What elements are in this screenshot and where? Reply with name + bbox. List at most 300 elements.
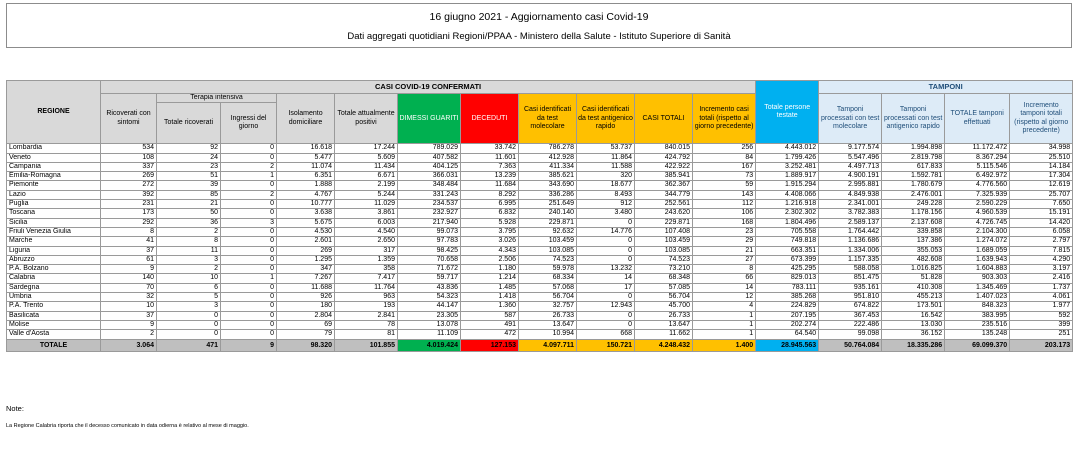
table-cell: 6.671 bbox=[335, 172, 398, 181]
table-cell: 168 bbox=[693, 218, 756, 227]
header-totale-positivi: Totale attualmente positivi bbox=[335, 94, 398, 144]
table-cell: 57.085 bbox=[635, 283, 693, 292]
table-cell: 4.960.539 bbox=[945, 209, 1010, 218]
table-cell: 5.477 bbox=[277, 153, 335, 162]
table-cell: 0 bbox=[221, 144, 277, 153]
table-cell: 25.510 bbox=[1010, 153, 1073, 162]
table-cell: 11.688 bbox=[277, 283, 335, 292]
region-name: Molise bbox=[7, 320, 101, 329]
table-cell: 2.416 bbox=[1010, 274, 1073, 283]
table-cell: 29 bbox=[693, 237, 756, 246]
table-cell: 12.943 bbox=[577, 302, 635, 311]
table-cell: 59 bbox=[693, 181, 756, 190]
totals-cell: 471 bbox=[157, 339, 221, 351]
note-text: La Regione Calabria riporta che il decesso comunicato in data odierna è relativo al mese di maggio. bbox=[6, 423, 249, 429]
table-cell: 23 bbox=[693, 227, 756, 236]
table-cell: 2 bbox=[101, 330, 157, 339]
table-cell: 6 bbox=[157, 283, 221, 292]
table-cell: 1 bbox=[693, 311, 756, 320]
table-cell: 705.558 bbox=[756, 227, 819, 236]
note-label: Note: bbox=[6, 404, 24, 413]
table-cell: 79 bbox=[277, 330, 335, 339]
table-cell: 2 bbox=[157, 227, 221, 236]
table-cell: 4.767 bbox=[277, 190, 335, 199]
table-cell: 51 bbox=[157, 172, 221, 181]
table-cell: 85 bbox=[157, 190, 221, 199]
table-cell: 789.029 bbox=[398, 144, 461, 153]
table-cell: 2 bbox=[157, 265, 221, 274]
table-cell: 482.608 bbox=[882, 255, 945, 264]
table-cell: 2.995.881 bbox=[819, 181, 882, 190]
table-cell: 8.292 bbox=[461, 190, 519, 199]
table-cell: 44.147 bbox=[398, 302, 461, 311]
table-cell: 410.308 bbox=[882, 283, 945, 292]
table-cell: 8 bbox=[101, 227, 157, 236]
table-row bbox=[7, 293, 1073, 302]
region-name: Toscana bbox=[7, 209, 101, 218]
table-cell: 6.058 bbox=[1010, 227, 1073, 236]
table-cell: 224.829 bbox=[756, 302, 819, 311]
totals-cell: 3.064 bbox=[101, 339, 157, 351]
table-cell: 0 bbox=[221, 293, 277, 302]
table-cell: 10.994 bbox=[519, 330, 577, 339]
table-cell: 3.026 bbox=[461, 237, 519, 246]
table-cell: 4.900.191 bbox=[819, 172, 882, 181]
table-cell: 10.777 bbox=[277, 200, 335, 209]
table-cell: 14.776 bbox=[577, 227, 635, 236]
table-cell: 11.764 bbox=[335, 283, 398, 292]
table-cell: 347 bbox=[277, 265, 335, 274]
table-cell: 23 bbox=[157, 162, 221, 171]
table-row bbox=[7, 181, 1073, 190]
table-cell: 107.408 bbox=[635, 227, 693, 236]
table-cell: 7.650 bbox=[1010, 200, 1073, 209]
table-cell: 13.647 bbox=[635, 320, 693, 329]
table-cell: 588.058 bbox=[819, 265, 882, 274]
table-cell: 21 bbox=[693, 246, 756, 255]
table-cell: 2.650 bbox=[335, 237, 398, 246]
header-persone-testate: Totale persone testate bbox=[756, 81, 819, 144]
totals-cell: 1.400 bbox=[693, 339, 756, 351]
table-cell: 0 bbox=[577, 293, 635, 302]
table-cell: 1.994.898 bbox=[882, 144, 945, 153]
table-cell: 0 bbox=[221, 302, 277, 311]
table-cell: 2.804 bbox=[277, 311, 335, 320]
table-cell: 222.486 bbox=[819, 320, 882, 329]
table-cell: 2.590.229 bbox=[945, 200, 1010, 209]
table-cell: 32 bbox=[101, 293, 157, 302]
table-cell: 71.672 bbox=[398, 265, 461, 274]
table-cell: 3.252.481 bbox=[756, 162, 819, 171]
table-cell: 232.927 bbox=[398, 209, 461, 218]
table-cell: 2.819.798 bbox=[882, 153, 945, 162]
table-cell: 963 bbox=[335, 293, 398, 302]
table-cell: 4.497.713 bbox=[819, 162, 882, 171]
table-cell: 11.684 bbox=[461, 181, 519, 190]
table-cell: 11.434 bbox=[335, 162, 398, 171]
table-cell: 5.244 bbox=[335, 190, 398, 199]
table-row bbox=[7, 255, 1073, 264]
table-cell: 272 bbox=[101, 181, 157, 190]
table-cell: 249.228 bbox=[882, 200, 945, 209]
table-cell: 251 bbox=[1010, 330, 1073, 339]
table-cell: 3.861 bbox=[335, 209, 398, 218]
table-cell: 4 bbox=[693, 302, 756, 311]
table-cell: 1.345.469 bbox=[945, 283, 1010, 292]
header-dimessi: DIMESSI GUARITI bbox=[398, 94, 461, 144]
table-cell: 4.443.012 bbox=[756, 144, 819, 153]
table-cell: 367.453 bbox=[819, 311, 882, 320]
table-cell: 17.304 bbox=[1010, 172, 1073, 181]
region-name: Friuli Venezia Giulia bbox=[7, 227, 101, 236]
table-cell: 14.184 bbox=[1010, 162, 1073, 171]
header-ti-totale: Totale ricoverati bbox=[157, 103, 221, 144]
totals-cell: 127.153 bbox=[461, 339, 519, 351]
table-cell: 135.248 bbox=[945, 330, 1010, 339]
table-cell: 11 bbox=[157, 246, 221, 255]
table-cell: 399 bbox=[1010, 320, 1073, 329]
table-row bbox=[7, 190, 1073, 199]
table-cell: 829.013 bbox=[756, 274, 819, 283]
header-ricoverati: Ricoverati con sintomi bbox=[101, 94, 157, 144]
table-cell: 12.619 bbox=[1010, 181, 1073, 190]
table-cell: 4.343 bbox=[461, 246, 519, 255]
table-cell: 358 bbox=[335, 265, 398, 274]
table-cell: 7.325.939 bbox=[945, 190, 1010, 199]
table-cell: 8 bbox=[693, 265, 756, 274]
table-cell: 2 bbox=[221, 190, 277, 199]
table-cell: 392 bbox=[101, 190, 157, 199]
table-cell: 17 bbox=[577, 283, 635, 292]
table-cell: 0 bbox=[577, 218, 635, 227]
table-cell: 385.941 bbox=[635, 172, 693, 181]
table-cell: 4.290 bbox=[1010, 255, 1073, 264]
table-cell: 15.191 bbox=[1010, 209, 1073, 218]
totals-cell: 28.945.563 bbox=[756, 339, 819, 351]
table-cell: 1.274.072 bbox=[945, 237, 1010, 246]
region-name: Sardegna bbox=[7, 283, 101, 292]
region-name: Lazio bbox=[7, 190, 101, 199]
table-cell: 3 bbox=[221, 218, 277, 227]
table-cell: 98.425 bbox=[398, 246, 461, 255]
table-cell: 344.779 bbox=[635, 190, 693, 199]
table-row bbox=[7, 218, 1073, 227]
table-cell: 668 bbox=[577, 330, 635, 339]
table-cell: 385.268 bbox=[756, 293, 819, 302]
table-cell: 0 bbox=[157, 311, 221, 320]
table-cell: 320 bbox=[577, 172, 635, 181]
table-cell: 0 bbox=[221, 320, 277, 329]
table-cell: 1.016.825 bbox=[882, 265, 945, 274]
header-casi-antigenico: Casi identificati da test antigenico rapido bbox=[577, 94, 635, 144]
table-cell: 317 bbox=[335, 246, 398, 255]
table-cell: 13.030 bbox=[882, 320, 945, 329]
table-cell: 13.232 bbox=[577, 265, 635, 274]
table-cell: 68.348 bbox=[635, 274, 693, 283]
table-row bbox=[7, 330, 1073, 339]
table-cell: 2.341.001 bbox=[819, 200, 882, 209]
table-cell: 1 bbox=[693, 330, 756, 339]
table-cell: 34.998 bbox=[1010, 144, 1073, 153]
table-cell: 1.804.496 bbox=[756, 218, 819, 227]
table-cell: 1 bbox=[693, 320, 756, 329]
table-cell: 37 bbox=[101, 311, 157, 320]
table-cell: 217.940 bbox=[398, 218, 461, 227]
table-cell: 1.157.335 bbox=[819, 255, 882, 264]
header-deceduti: DECEDUTI bbox=[461, 94, 519, 144]
header-ti-ingressi: Ingressi del giorno bbox=[221, 103, 277, 144]
table-cell: 3.638 bbox=[277, 209, 335, 218]
table-cell: 251.649 bbox=[519, 200, 577, 209]
totals-label: TOTALE bbox=[7, 339, 101, 351]
table-cell: 43.836 bbox=[398, 283, 461, 292]
table-row bbox=[7, 283, 1073, 292]
region-name: Piemonte bbox=[7, 181, 101, 190]
table-cell: 6.492.972 bbox=[945, 172, 1010, 181]
table-cell: 1.915.294 bbox=[756, 181, 819, 190]
table-cell: 472 bbox=[461, 330, 519, 339]
table-cell: 0 bbox=[577, 311, 635, 320]
table-cell: 3.197 bbox=[1010, 265, 1073, 274]
table-cell: 14.420 bbox=[1010, 218, 1073, 227]
table-cell: 13.647 bbox=[519, 320, 577, 329]
table-cell: 66 bbox=[693, 274, 756, 283]
table-cell: 7.815 bbox=[1010, 246, 1073, 255]
table-cell: 4.530 bbox=[277, 227, 335, 236]
table-cell: 240.140 bbox=[519, 209, 577, 218]
table-cell: 337 bbox=[101, 162, 157, 171]
table-cell: 355.053 bbox=[882, 246, 945, 255]
table-cell: 935.161 bbox=[819, 283, 882, 292]
region-name: Umbria bbox=[7, 293, 101, 302]
table-cell: 1.889.917 bbox=[756, 172, 819, 181]
table-cell: 1.216.918 bbox=[756, 200, 819, 209]
table-cell: 0 bbox=[221, 209, 277, 218]
table-cell: 11.109 bbox=[398, 330, 461, 339]
table-cell: 11.588 bbox=[577, 162, 635, 171]
table-cell: 1 bbox=[221, 172, 277, 181]
table-cell: 2.137.608 bbox=[882, 218, 945, 227]
table-cell: 73.210 bbox=[635, 265, 693, 274]
table-cell: 57.068 bbox=[519, 283, 577, 292]
table-cell: 5 bbox=[157, 293, 221, 302]
table-cell: 2.302.302 bbox=[756, 209, 819, 218]
table-cell: 1.888 bbox=[277, 181, 335, 190]
covid-data-table bbox=[6, 80, 1073, 352]
table-cell: 366.031 bbox=[398, 172, 461, 181]
header-casi-totali: CASI TOTALI bbox=[635, 94, 693, 144]
table-cell: 0 bbox=[221, 227, 277, 236]
table-cell: 3 bbox=[157, 302, 221, 311]
table-cell: 1 bbox=[221, 274, 277, 283]
table-cell: 59.717 bbox=[398, 274, 461, 283]
table-row bbox=[7, 274, 1073, 283]
table-cell: 840.015 bbox=[635, 144, 693, 153]
region-name: Valle d'Aosta bbox=[7, 330, 101, 339]
table-cell: 7.267 bbox=[277, 274, 335, 283]
table-row bbox=[7, 237, 1073, 246]
table-cell: 3.795 bbox=[461, 227, 519, 236]
region-name: Marche bbox=[7, 237, 101, 246]
table-cell: 1.214 bbox=[461, 274, 519, 283]
table-row bbox=[7, 227, 1073, 236]
table-cell: 422.922 bbox=[635, 162, 693, 171]
table-cell: 68.334 bbox=[519, 274, 577, 283]
table-cell: 5.609 bbox=[335, 153, 398, 162]
table-cell: 0 bbox=[221, 265, 277, 274]
table-cell: 51.828 bbox=[882, 274, 945, 283]
table-cell: 348.484 bbox=[398, 181, 461, 190]
region-name: Veneto bbox=[7, 153, 101, 162]
table-cell: 749.818 bbox=[756, 237, 819, 246]
table-cell: 951.810 bbox=[819, 293, 882, 302]
table-cell: 903.303 bbox=[945, 274, 1010, 283]
table-cell: 69 bbox=[277, 320, 335, 329]
table-cell: 11.864 bbox=[577, 153, 635, 162]
table-cell: 9 bbox=[101, 320, 157, 329]
table-cell: 0 bbox=[221, 283, 277, 292]
table-cell: 56.704 bbox=[635, 293, 693, 302]
group-header-casi: CASI COVID-19 CONFERMATI bbox=[101, 81, 756, 94]
table-cell: 0 bbox=[221, 246, 277, 255]
table-cell: 2.601 bbox=[277, 237, 335, 246]
table-cell: 404.125 bbox=[398, 162, 461, 171]
table-cell: 173.501 bbox=[882, 302, 945, 311]
table-cell: 193 bbox=[335, 302, 398, 311]
table-cell: 1.485 bbox=[461, 283, 519, 292]
table-cell: 6.995 bbox=[461, 200, 519, 209]
region-name: Emilia-Romagna bbox=[7, 172, 101, 181]
table-cell: 252.561 bbox=[635, 200, 693, 209]
table-cell: 2 bbox=[221, 162, 277, 171]
table-cell: 8.493 bbox=[577, 190, 635, 199]
table-cell: 2.506 bbox=[461, 255, 519, 264]
table-cell: 617.833 bbox=[882, 162, 945, 171]
table-cell: 36 bbox=[157, 218, 221, 227]
table-cell: 4.776.560 bbox=[945, 181, 1010, 190]
table-cell: 14 bbox=[577, 274, 635, 283]
table-cell: 53.737 bbox=[577, 144, 635, 153]
header-incremento-tamponi: Incremento tamponi totali (rispetto al giorno precedente) bbox=[1010, 94, 1073, 144]
table-cell: 674.822 bbox=[819, 302, 882, 311]
table-cell: 1.180 bbox=[461, 265, 519, 274]
table-cell: 10 bbox=[157, 274, 221, 283]
table-cell: 2.797 bbox=[1010, 237, 1073, 246]
table-cell: 0 bbox=[577, 320, 635, 329]
header-casi-molecolare: Casi identificati da test molecolare bbox=[519, 94, 577, 144]
table-cell: 0 bbox=[157, 330, 221, 339]
table-cell: 425.295 bbox=[756, 265, 819, 274]
table-cell: 851.475 bbox=[819, 274, 882, 283]
report-title: 16 giugno 2021 - Aggiornamento casi Covid-19 bbox=[429, 11, 649, 23]
table-cell: 56.704 bbox=[519, 293, 577, 302]
table-row bbox=[7, 209, 1073, 218]
table-cell: 4.540 bbox=[335, 227, 398, 236]
table-cell: 103.085 bbox=[635, 246, 693, 255]
table-cell: 103.459 bbox=[519, 237, 577, 246]
table-cell: 229.871 bbox=[635, 218, 693, 227]
table-cell: 0 bbox=[157, 320, 221, 329]
table-cell: 81 bbox=[335, 330, 398, 339]
totals-cell: 9 bbox=[221, 339, 277, 351]
table-cell: 21 bbox=[157, 200, 221, 209]
header-tamponi-totale: TOTALE tamponi effettuati bbox=[945, 94, 1010, 144]
table-cell: 207.195 bbox=[756, 311, 819, 320]
table-cell: 50 bbox=[157, 209, 221, 218]
totals-cell: 101.855 bbox=[335, 339, 398, 351]
totals-cell: 18.335.286 bbox=[882, 339, 945, 351]
header-incremento-casi: Incremento casi totali (rispetto al giorno precedente) bbox=[693, 94, 756, 144]
table-cell: 41 bbox=[101, 237, 157, 246]
region-name: P.A. Bolzano bbox=[7, 265, 101, 274]
table-cell: 112 bbox=[693, 200, 756, 209]
table-cell: 23.305 bbox=[398, 311, 461, 320]
table-cell: 10 bbox=[101, 302, 157, 311]
table-cell: 2.104.300 bbox=[945, 227, 1010, 236]
table-cell: 534 bbox=[101, 144, 157, 153]
header-regione: REGIONE bbox=[7, 81, 101, 144]
table-cell: 7.417 bbox=[335, 274, 398, 283]
table-cell: 70 bbox=[101, 283, 157, 292]
table-cell: 6.351 bbox=[277, 172, 335, 181]
table-cell: 9.177.574 bbox=[819, 144, 882, 153]
table-cell: 912 bbox=[577, 200, 635, 209]
table-cell: 269 bbox=[277, 246, 335, 255]
table-cell: 106 bbox=[693, 209, 756, 218]
table-cell: 1.604.883 bbox=[945, 265, 1010, 274]
table-cell: 11.074 bbox=[277, 162, 335, 171]
table-cell: 292 bbox=[101, 218, 157, 227]
table-cell: 412.928 bbox=[519, 153, 577, 162]
group-header-tamponi: TAMPONI bbox=[819, 81, 1073, 94]
table-cell: 1.639.943 bbox=[945, 255, 1010, 264]
table-cell: 5.675 bbox=[277, 218, 335, 227]
table-cell: 140 bbox=[101, 274, 157, 283]
table-cell: 13.078 bbox=[398, 320, 461, 329]
report-title-box bbox=[6, 3, 1072, 48]
table-cell: 0 bbox=[577, 246, 635, 255]
table-cell: 33.742 bbox=[461, 144, 519, 153]
table-cell: 32.757 bbox=[519, 302, 577, 311]
totals-cell: 4.019.424 bbox=[398, 339, 461, 351]
table-cell: 61 bbox=[101, 255, 157, 264]
table-cell: 1.407.023 bbox=[945, 293, 1010, 302]
table-cell: 108 bbox=[101, 153, 157, 162]
table-cell: 411.334 bbox=[519, 162, 577, 171]
table-cell: 256 bbox=[693, 144, 756, 153]
table-cell: 407.582 bbox=[398, 153, 461, 162]
table-cell: 234.537 bbox=[398, 200, 461, 209]
table-cell: 491 bbox=[461, 320, 519, 329]
header-isolamento: Isolamento domiciliare bbox=[277, 94, 335, 144]
table-cell: 1.360 bbox=[461, 302, 519, 311]
table-cell: 3.480 bbox=[577, 209, 635, 218]
table-cell: 2.476.001 bbox=[882, 190, 945, 199]
table-cell: 202.274 bbox=[756, 320, 819, 329]
table-cell: 0 bbox=[221, 255, 277, 264]
table-cell: 2.199 bbox=[335, 181, 398, 190]
table-cell: 167 bbox=[693, 162, 756, 171]
table-cell: 1.359 bbox=[335, 255, 398, 264]
table-row bbox=[7, 320, 1073, 329]
region-name: Campania bbox=[7, 162, 101, 171]
table-cell: 1.977 bbox=[1010, 302, 1073, 311]
table-row bbox=[7, 200, 1073, 209]
table-cell: 3.782.383 bbox=[819, 209, 882, 218]
table-cell: 0 bbox=[221, 181, 277, 190]
table-cell: 84 bbox=[693, 153, 756, 162]
table-cell: 14 bbox=[693, 283, 756, 292]
